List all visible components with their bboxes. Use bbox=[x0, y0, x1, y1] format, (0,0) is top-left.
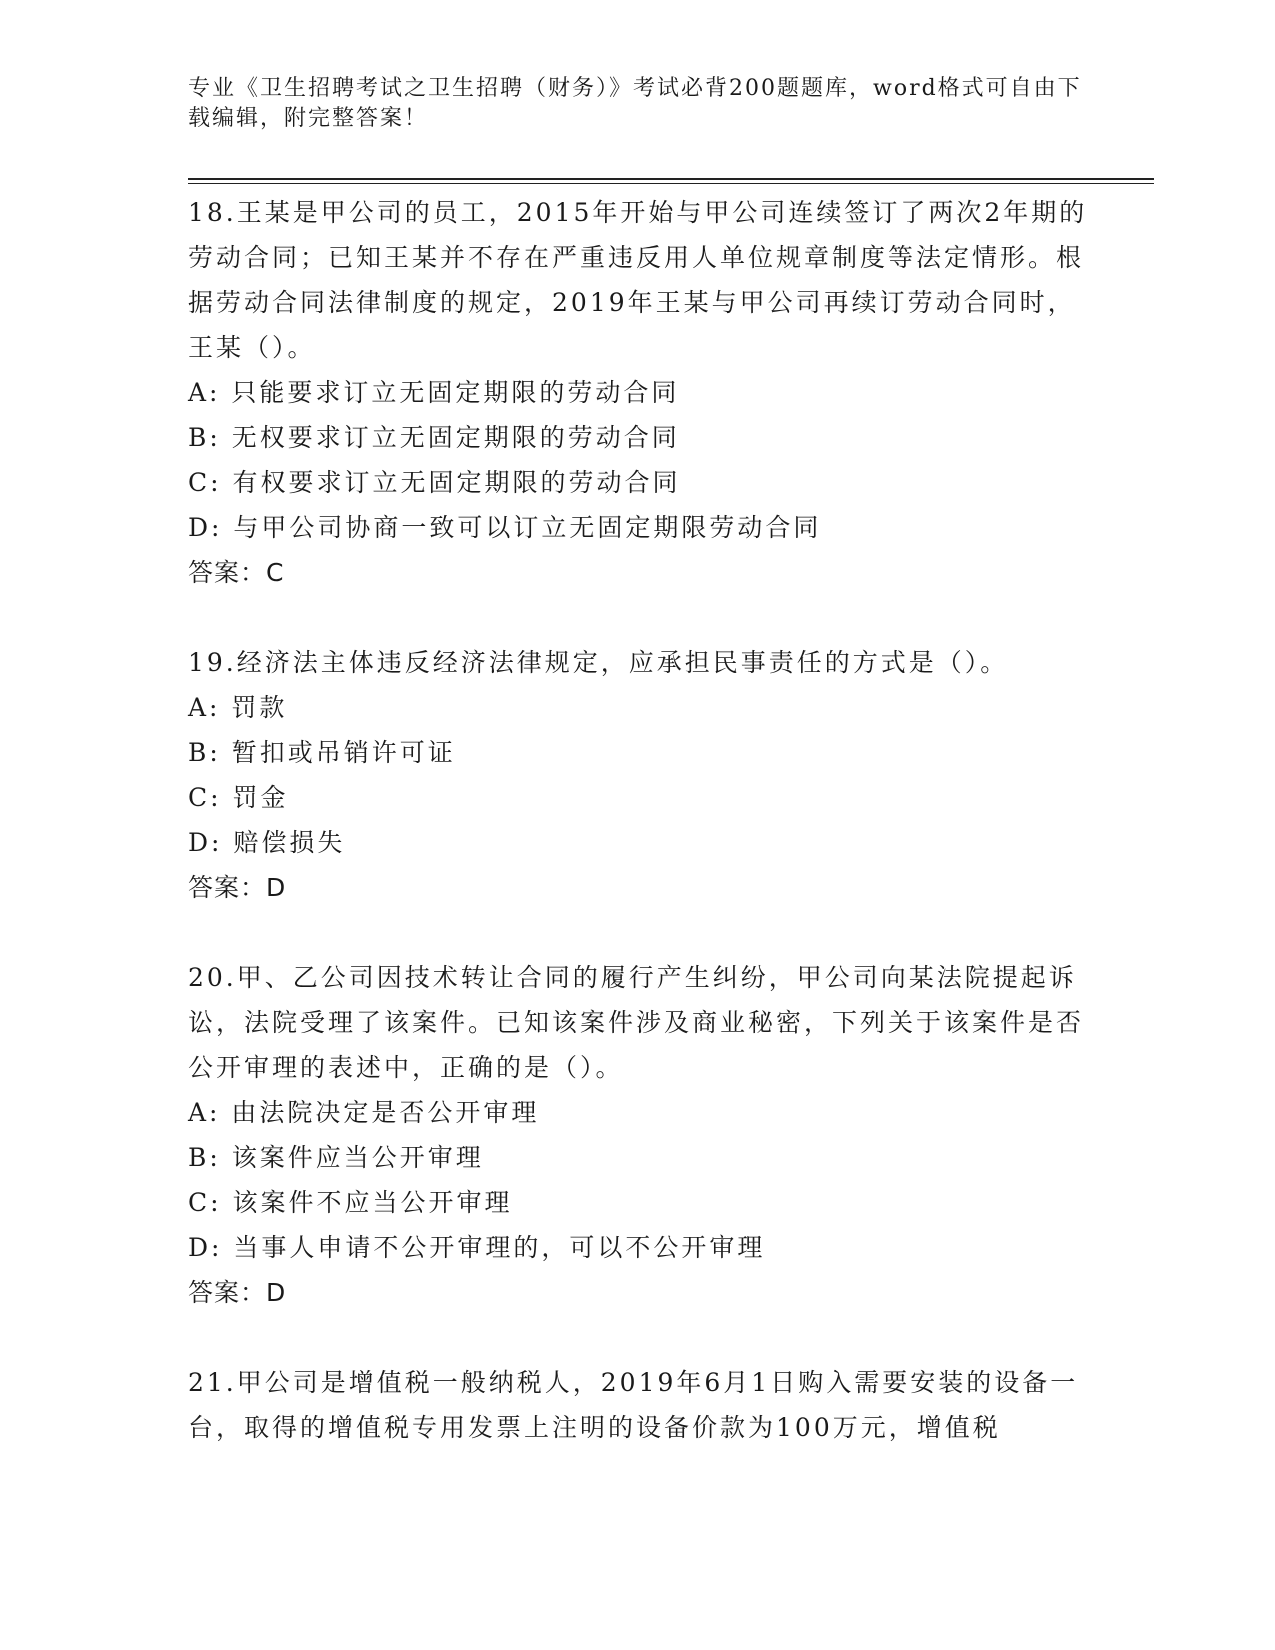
question-text: 19.经济法主体违反经济法律规定，应承担民事责任的方式是（）。 bbox=[188, 648, 1009, 677]
option-b: B: 暂扣或吊销许可证 bbox=[188, 738, 456, 767]
question-text: 20.甲、乙公司因技术转让合同的履行产生纠纷，甲公司向某法院提起诉讼，法院受理了该案件。已知该案件涉及商业秘密，下列关于该案件是否公开审理的表述中，正确的是（）。 bbox=[188, 963, 1085, 1082]
option-b: B: 无权要求订立无固定期限的劳动合同 bbox=[188, 423, 680, 452]
question-19 bbox=[188, 640, 1088, 910]
question-18 bbox=[188, 190, 1088, 595]
question-list bbox=[188, 190, 1088, 1495]
option-d: D: 赔偿损失 bbox=[188, 828, 346, 857]
answer-label: 答案：C bbox=[188, 558, 285, 587]
option-d: D: 当事人申请不公开审理的，可以不公开审理 bbox=[188, 1233, 766, 1262]
question-text: 18.王某是甲公司的员工，2015年开始与甲公司连续签订了两次2年期的劳动合同；已知王某并不存在严重违反用人单位规章制度等法定情形。根据劳动合同法律制度的规定，2019年王某与甲公司再续订劳动合同时，王某（）。 bbox=[188, 198, 1088, 362]
option-c: C: 罚金 bbox=[188, 783, 289, 812]
option-a: A: 由法院决定是否公开审理 bbox=[188, 1098, 540, 1127]
option-b: B: 该案件应当公开审理 bbox=[188, 1143, 484, 1172]
answer-label: 答案：D bbox=[188, 1278, 287, 1307]
option-c: C: 有权要求订立无固定期限的劳动合同 bbox=[188, 468, 681, 497]
header-divider-thin bbox=[188, 183, 1154, 184]
option-a: A: 只能要求订立无固定期限的劳动合同 bbox=[188, 378, 680, 407]
option-d: D: 与甲公司协商一致可以订立无固定期限劳动合同 bbox=[188, 513, 822, 542]
option-c: C: 该案件不应当公开审理 bbox=[188, 1188, 513, 1217]
header-divider-thick bbox=[188, 178, 1154, 180]
answer-label: 答案：D bbox=[188, 873, 287, 902]
question-text: 21.甲公司是增值税一般纳税人，2019年6月1日购入需要安装的设备一台，取得的增值税专用发票上注明的设备价款为100万元，增值税 bbox=[188, 1368, 1079, 1442]
page-header: 专业《卫生招聘考试之卫生招聘（财务）》考试必背200题题库，word格式可自由下载编辑，附完整答案！ bbox=[188, 76, 1082, 131]
question-20 bbox=[188, 955, 1088, 1315]
question-21 bbox=[188, 1360, 1088, 1450]
option-a: A: 罚款 bbox=[188, 693, 288, 722]
